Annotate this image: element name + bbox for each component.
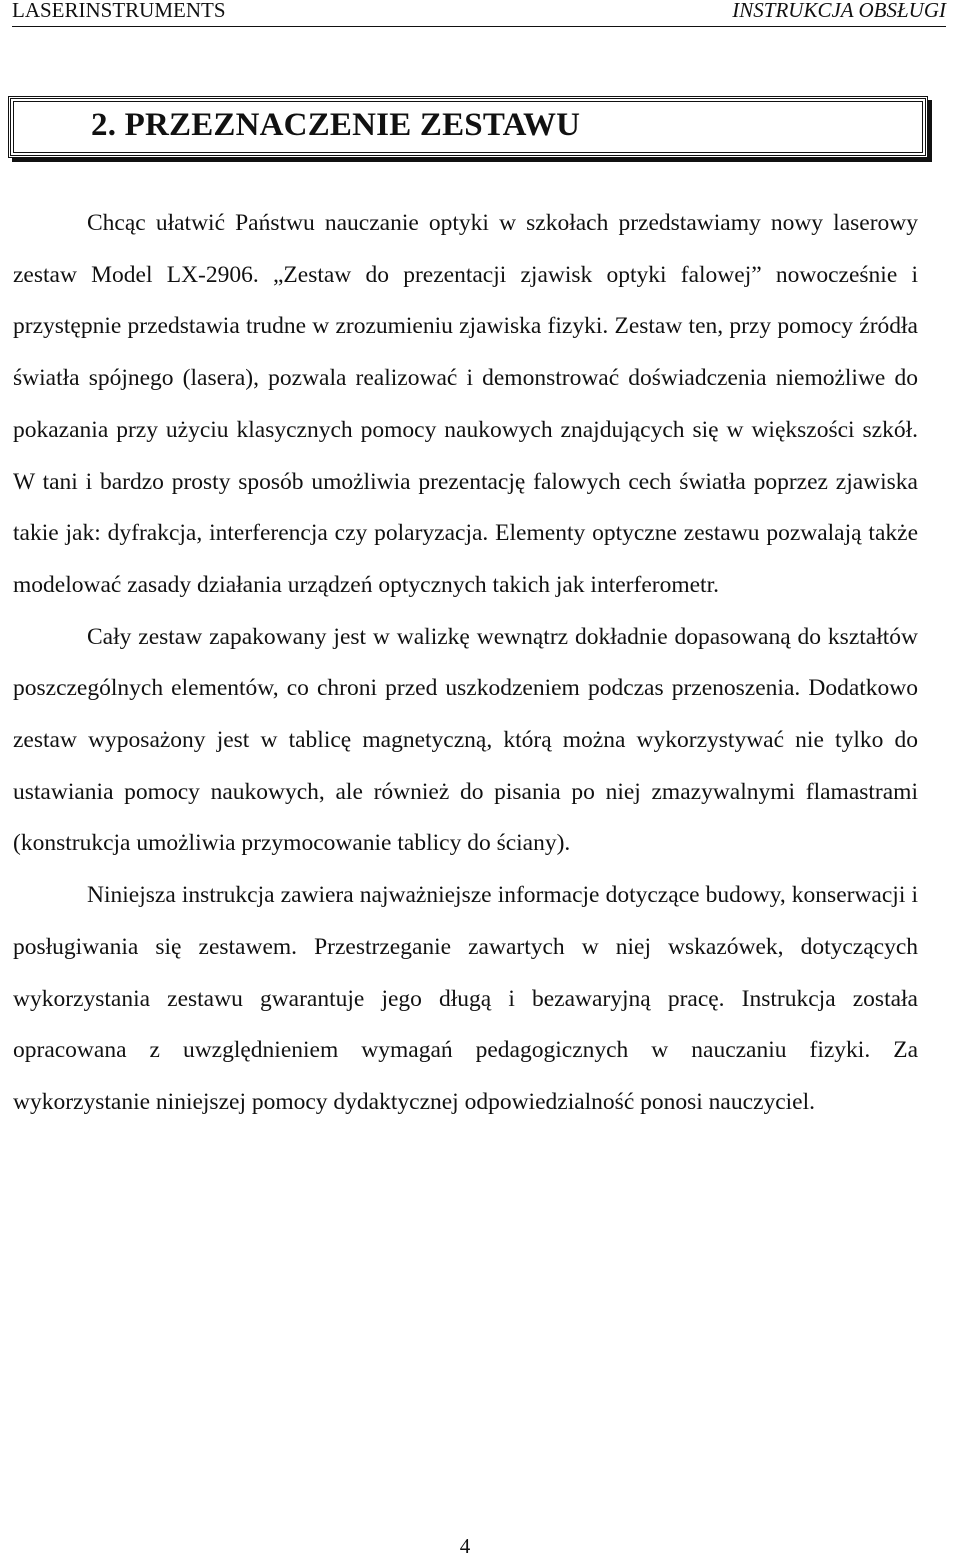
paragraph-3: Niniejsza instrukcja zawiera najważniejsze informacje dotyczące budowy, konserwacji i posługiwania się zestawem. Przestrzeganie zawartych w niej wskazówek, dotyczących wykorzystania zestawu gwarantuje jego długą i bezawaryjną pracę. Instrukcja została opracowana z uwzględnieniem wymagań pedagogicznych w nauczaniu fizyki. Za wykorzystanie niniejszej pomocy dydaktycznej odpowiedzialność ponosi nauczyciel. <box>13 882 918 1115</box>
paragraph-1: Chcąc ułatwić Państwu nauczanie optyki w szkołach przedstawiamy nowy laserowy zestaw Model LX-2906. „Zestaw do prezentacji zjawisk optyki falowej” nowocześnie i przystępnie przedstawia trudne w zrozumieniu zjawiska fizyki. Zestaw ten, przy pomocy źródła światła spójnego (lasera), pozwala realizować i demonstrować doświadczenia niemożliwe do pokazania przy użyciu klasycznych pomocy naukowych znajdujących się w większości szkół. W tani i bardzo prosty sposób umożliwia prezentację falowych cech światła poprzez zjawiska takie jak: dyfrakcja, interferencja czy polaryzacja. Elementy optyczne zestawu pozwalają także modelować zasady działania urządzeń optycznych takich jak interferometr. <box>13 210 918 598</box>
header-left-text: LASERINSTRUMENTS <box>12 0 226 22</box>
paragraph-2: Cały zestaw zapakowany jest w walizkę wewnątrz dokładnie dopasowaną do kształtów poszczególnych elementów, co chroni przed uszkodzeniem podczas przenoszenia. Dodatkowo zestaw wyposażony jest w tablicę magnetyczną, którą można wykorzystywać nie tylko do ustawiania pomocy naukowych, ale również do pisania po niej zmazywalnymi flamastrami (konstrukcja umożliwia przymocowanie tablicy do ściany). <box>13 623 918 857</box>
running-header <box>12 0 946 27</box>
section-title: 2. PRZEZNACZENIE ZESTAWU <box>91 107 581 143</box>
section-title-box <box>8 96 928 158</box>
body-text <box>13 198 918 1129</box>
header-right-text: INSTRUKCJA OBSŁUGI <box>732 0 946 22</box>
page-number: 4 <box>459 1534 471 1558</box>
